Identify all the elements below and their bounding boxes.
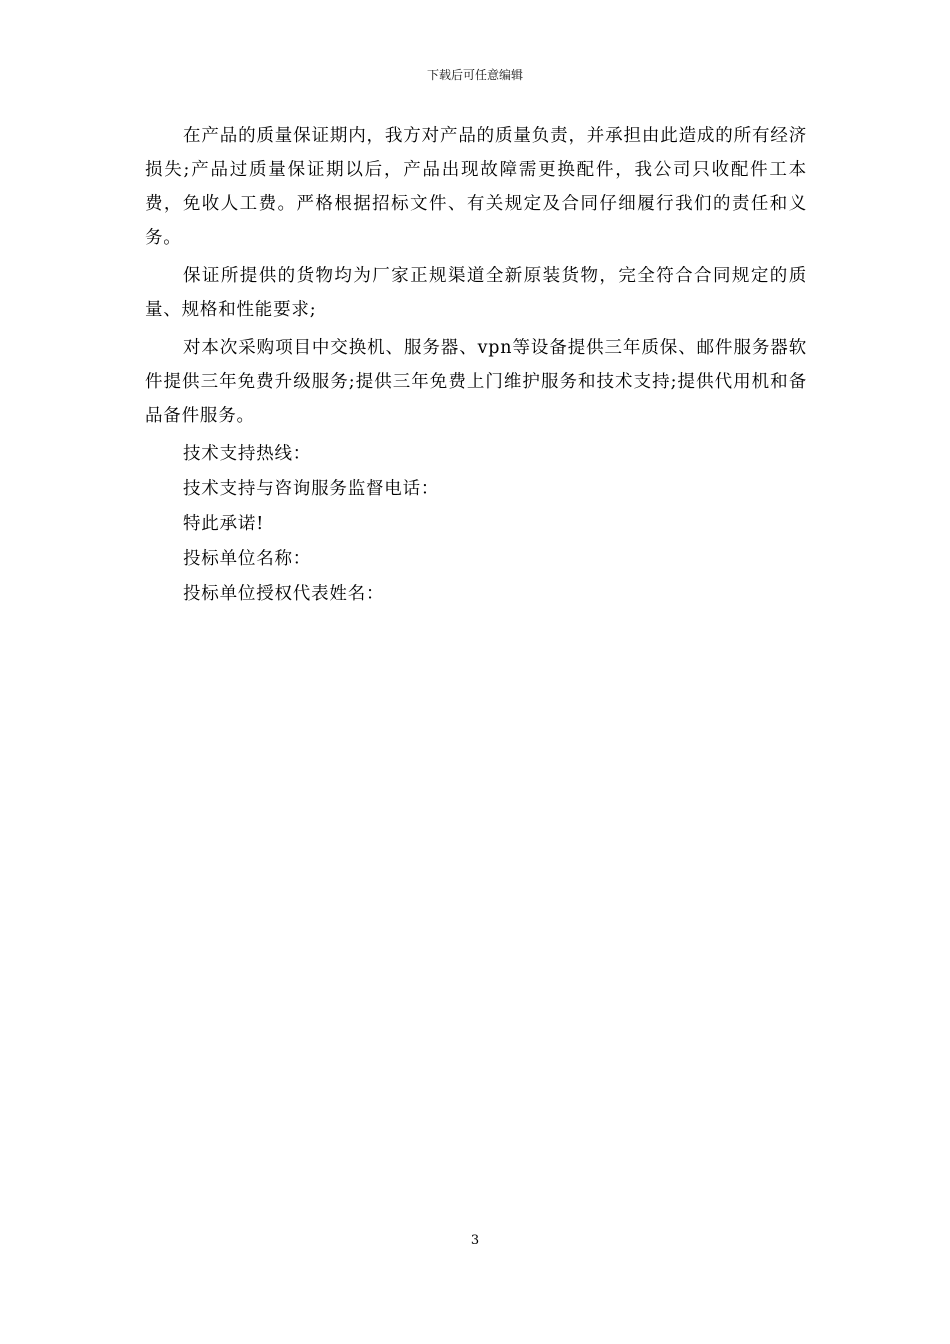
paragraph-service-commitment: 对本次采购项目中交换机、服务器、vpn等设备提供三年质保、邮件服务器软件提供三年免费升级服务;提供三年免费上门维护服务和技术支持;提供代用机和备品备件服务。 (145, 338, 807, 426)
authorized-representative-label: 投标单位授权代表姓名： (183, 584, 385, 604)
document-body (145, 119, 807, 612)
paragraph-goods-guarantee: 保证所提供的货物均为厂家正规渠道全新原装货物，完全符合合同规定的质量、规格和性能要求; (145, 266, 807, 320)
page-header: 下载后可任意编辑 (426, 68, 523, 82)
page-number: 3 (470, 1233, 480, 1248)
paragraph-warranty-responsibility: 在产品的质量保证期内，我方对产品的质量负责，并承担由此造成的所有经济损失;产品过质量保证期以后，产品出现故障需更换配件，我公司只收配件工本费，免收人工费。严格根据招标文件、有关规定及合同仔细履行我们的责任和义务。 (145, 126, 807, 248)
bidder-name-label: 投标单位名称： (183, 549, 312, 569)
supervision-phone-label: 技术支持与咨询服务监督电话： (183, 479, 440, 499)
commitment-statement: 特此承诺! (183, 514, 265, 534)
tech-support-hotline-label: 技术支持热线： (183, 444, 312, 464)
